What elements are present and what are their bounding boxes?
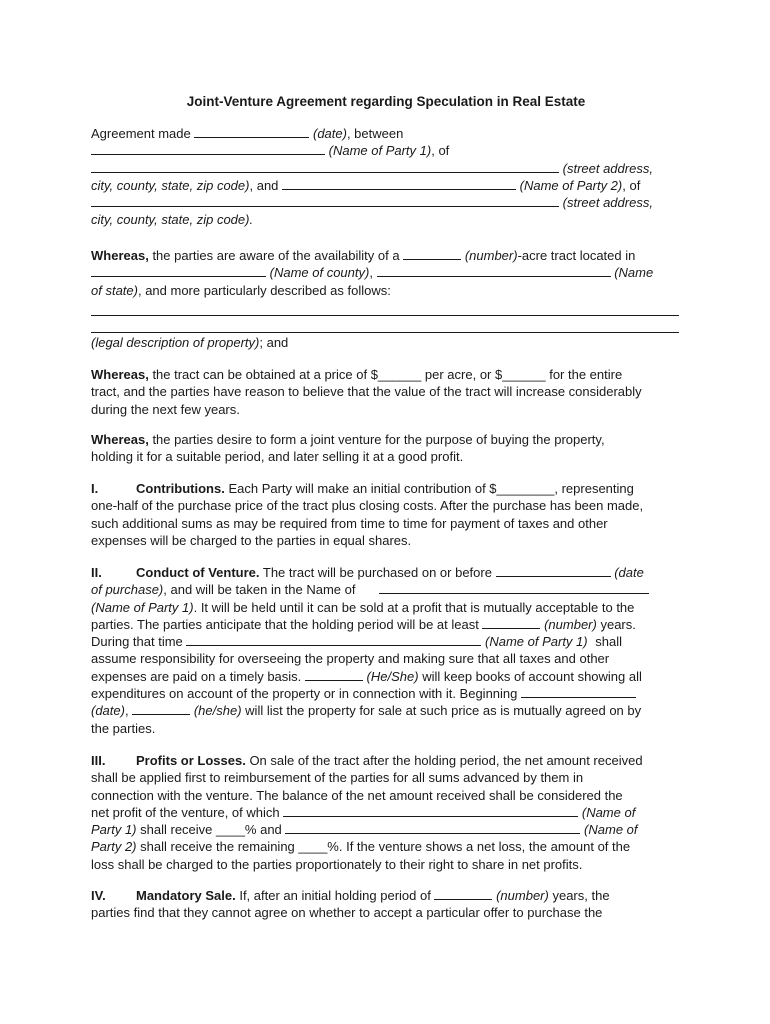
section-1-line-2: one-half of the purchase price of the tract plus closing costs. After the purchase has been made, xyxy=(91,498,644,514)
of2-text: , of xyxy=(622,177,641,193)
legal-description-blank-1 xyxy=(91,299,679,316)
section-1-line-4: expenses will be charged to the parties in equal shares. xyxy=(91,532,412,548)
section-2-line-1 xyxy=(91,564,681,581)
profit-party2-label-a: (Name of xyxy=(584,822,638,838)
section-4-text-1b: years, the xyxy=(552,888,610,903)
section-2-text-7: expenses are paid on a timely basis. xyxy=(91,668,302,684)
party2-address-blank xyxy=(91,194,559,207)
section-2-line-5 xyxy=(91,633,681,650)
intro-line-1 xyxy=(91,125,681,142)
profit-party1-label-a: (Name of xyxy=(581,804,636,820)
section-4-heading: Mandatory Sale. xyxy=(136,888,236,903)
party1-name-blank xyxy=(91,142,325,155)
intro-line-5 xyxy=(91,194,681,211)
date-blank xyxy=(194,125,309,138)
initial-period-label: (number) xyxy=(496,888,549,903)
section-2-line-4 xyxy=(91,616,681,633)
section-2-text-4: parties. The parties anticipate that the holding period will be at least xyxy=(91,616,479,632)
section-1-line-1 xyxy=(91,480,681,497)
intro-line-2 xyxy=(91,142,681,159)
section-3-line-3: connection with the venture. The balance of the net amount received shall be considered the xyxy=(91,787,623,803)
whereas-1-text-4: ; and xyxy=(259,334,289,350)
whereas-1-text-2: -acre tract located in xyxy=(517,248,636,263)
listing-date-label: (date) xyxy=(91,703,125,719)
street-label-2a: (street address, xyxy=(562,195,653,211)
section-3-text-5: shall receive ____% and xyxy=(140,822,282,838)
section-1-heading: Contributions. xyxy=(136,481,225,496)
profit-party1-label-b: Party 1) xyxy=(91,822,137,838)
whereas-3-line-2: holding it for a suitable period, and later selling it at a good profit. xyxy=(91,449,464,465)
between-text: , between xyxy=(346,126,404,141)
whereas-1-line-1 xyxy=(91,247,681,264)
years-text: years. xyxy=(600,616,636,632)
state-label-b: of state) xyxy=(91,282,138,298)
purchase-date-label-b: of purchase) xyxy=(91,582,164,598)
whereas-3-line-1 xyxy=(91,431,681,448)
whereas-3-text-1: the parties desire to form a joint venture for the purpose of buying the property, xyxy=(152,432,605,447)
holding-number-label: (number) xyxy=(544,616,597,632)
section-3-text-6: shall receive the remaining ____%. If the venture shows a net loss, the amount of the xyxy=(140,839,631,855)
party1-title-label: (Name of Party 1) xyxy=(91,599,194,615)
section-2-line-6: assume responsibility for overseeing the property and making sure that all taxes and other xyxy=(91,651,610,667)
intro-line-6 xyxy=(91,211,681,228)
whereas-2-text-1: the tract can be obtained at a price of $______ per acre, or $______ for the entire xyxy=(152,367,623,382)
party2-name-blank xyxy=(282,177,516,190)
section-3-profits xyxy=(91,752,681,873)
section-1-contributions xyxy=(91,480,681,549)
whereas-1-text-3: , and more particularly described as follows: xyxy=(137,282,391,298)
and-text: , and xyxy=(249,177,279,193)
of-text: , of xyxy=(431,143,450,159)
title-holder-blank xyxy=(379,581,649,594)
section-4-line-2: parties find that they cannot agree on whether to accept a particular offer to purchase the xyxy=(91,905,603,921)
party2-label: (Name of Party 2) xyxy=(519,177,623,193)
party1-label: (Name of Party 1) xyxy=(328,143,432,159)
section-2-text-5: During that time xyxy=(91,634,183,650)
comma-2-text: , xyxy=(124,703,129,719)
state-blank xyxy=(377,264,611,277)
section-3-line-7: loss shall be charged to the parties proportionately to their right to share in net profits. xyxy=(91,856,583,872)
street-label-1b: city, county, state, zip code) xyxy=(91,177,250,193)
pronoun-blank-2 xyxy=(132,702,190,715)
whereas-2-line-1 xyxy=(91,366,681,383)
document-title: Joint-Venture Agreement regarding Speculation in Real Estate xyxy=(186,94,586,109)
whereas-1-text-1: the parties are aware of the availability of a xyxy=(152,248,400,263)
section-3-line-1 xyxy=(91,752,681,769)
profit-party2-blank xyxy=(285,821,580,834)
section-1-number: I. xyxy=(91,481,99,496)
listing-date-blank xyxy=(521,685,636,698)
legal-description-label: (legal description of property) xyxy=(91,334,260,350)
section-1-line-3: such additional sums as may be required from time to time for payment of taxes and other xyxy=(91,515,608,531)
section-4-mandatory-sale xyxy=(91,887,681,922)
date-label: (date) xyxy=(312,126,347,141)
whereas-2-paragraph xyxy=(91,366,681,418)
section-2-line-9 xyxy=(91,702,681,719)
section-3-line-5 xyxy=(91,821,681,838)
agreement-made-text: Agreement made xyxy=(91,126,191,141)
section-2-line-8 xyxy=(91,685,681,702)
manager-name-blank xyxy=(186,633,481,646)
section-3-text-4: net profit of the venture, of which xyxy=(91,804,280,820)
whereas-3-lead: Whereas, xyxy=(91,432,149,447)
section-2-text-7b: will keep books of account showing all xyxy=(422,668,642,684)
whereas-1-lead: Whereas, xyxy=(91,248,149,263)
profit-party2-label-b: Party 2) xyxy=(91,839,137,855)
section-4-number: IV. xyxy=(91,888,106,903)
holding-period-blank xyxy=(482,616,540,629)
section-2-text-1: The tract will be purchased on or before xyxy=(262,565,492,580)
county-label: (Name of county) xyxy=(269,265,370,281)
street-label-1a: (street address, xyxy=(562,160,653,176)
street-label-2b: city, county, state, zip code). xyxy=(91,212,254,228)
whereas-2-lead: Whereas, xyxy=(91,367,149,382)
section-3-line-4 xyxy=(91,804,681,821)
intro-paragraph xyxy=(91,125,681,229)
section-2-line-7 xyxy=(91,668,681,685)
section-3-number: III. xyxy=(91,753,106,768)
section-4-line-1 xyxy=(91,887,681,904)
purchase-date-label-a: (date xyxy=(614,565,644,580)
county-blank xyxy=(91,264,266,277)
acreage-blank xyxy=(403,247,461,260)
party1-address-blank xyxy=(91,160,559,173)
section-2-line-2 xyxy=(91,581,681,598)
state-label-a: (Name xyxy=(614,265,654,281)
section-2-number: II. xyxy=(91,565,102,580)
intro-line-4 xyxy=(91,177,681,194)
purchase-date-blank xyxy=(496,564,611,577)
section-3-heading: Profits or Losses. xyxy=(136,753,246,768)
whereas-1-line-3 xyxy=(91,282,681,299)
shall-text: shall xyxy=(595,634,622,650)
section-2-line-10: the parties. xyxy=(91,720,156,736)
comma-text: , xyxy=(369,265,373,281)
legal-description-blank-2 xyxy=(91,316,679,333)
whereas-1-line-4 xyxy=(91,334,681,351)
pronoun-blank xyxy=(305,668,363,681)
whereas-2-line-2: tract, and the parties have reason to believe that the value of the tract will increase considerably xyxy=(91,384,642,400)
section-2-heading: Conduct of Venture. xyxy=(136,565,260,580)
section-4-text-1: If, after an initial holding period of xyxy=(239,888,431,903)
section-2-text-3: . It will be held until it can be sold at a profit that is mutually acceptable to the xyxy=(193,599,635,615)
section-2-text-2: , and will be taken in the Name of xyxy=(163,582,356,598)
whereas-3-paragraph xyxy=(91,431,681,466)
section-1-text-1: Each Party will make an initial contribution of $________, representing xyxy=(228,481,634,496)
section-2-text-8: expenditures on account of the property or in connection with it. Beginning xyxy=(91,686,518,702)
whereas-1-line-2 xyxy=(91,264,681,281)
profit-party1-blank xyxy=(283,804,578,817)
section-3-line-6 xyxy=(91,838,681,855)
initial-period-blank xyxy=(434,887,492,900)
section-2-conduct xyxy=(91,564,681,737)
heshe-label: (He/She) xyxy=(366,668,419,684)
section-2-line-3 xyxy=(91,599,681,616)
whereas-2-line-3: during the next few years. xyxy=(91,401,240,417)
whereas-1-paragraph xyxy=(91,247,681,351)
section-3-text-1: On sale of the tract after the holding period, the net amount received xyxy=(249,753,643,768)
heshe-label-2: (he/she) xyxy=(193,703,242,719)
intro-line-3 xyxy=(91,160,681,177)
number-label: (number) xyxy=(464,248,518,263)
section-2-text-9: will list the property for sale at such price as is mutually agreed on by xyxy=(245,703,642,719)
manager-party-label: (Name of Party 1) xyxy=(485,634,588,650)
section-3-line-2: shall be applied first to reimbursement of the parties for all sums advanced by them in xyxy=(91,770,584,786)
